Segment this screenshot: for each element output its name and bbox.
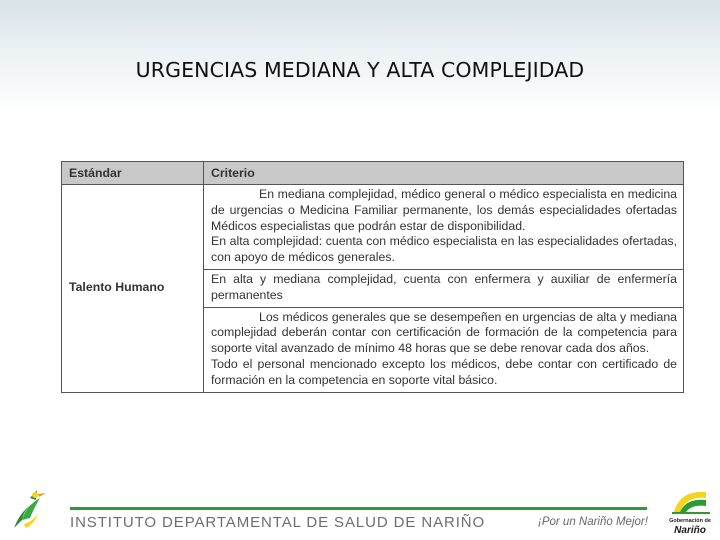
- column-header-criterio: Criterio: [204, 162, 684, 185]
- table-header-row: [62, 162, 684, 185]
- standards-table: [61, 161, 684, 393]
- column-header-estandar: Estándar: [62, 162, 204, 185]
- gobernacion-logo-icon: [666, 482, 714, 538]
- header-band: [0, 0, 720, 112]
- criterio-text: Los médicos generales que se desempeñen en urgencias de alta y mediana complejidad deberán contar con certificación de formación de la competencia para soporte vital avanzado de mínimo 48 horas que se debe renovar cada dos años.: [211, 309, 677, 356]
- institution-name: INSTITUTO DEPARTAMENTAL DE SALUD DE NARIÑO: [70, 514, 486, 531]
- page-title: URGENCIAS MEDIANA Y ALTA COMPLEJIDAD: [135, 58, 585, 82]
- criterio-text: En alta complejidad: cuenta con médico especialista en las especialidades ofertadas, con apoyo de médicos generales.: [211, 234, 677, 265]
- criterio-cell: [204, 307, 684, 392]
- table-row: [62, 185, 684, 270]
- estandar-cell: Talento Humano: [62, 185, 204, 393]
- criterio-text: En mediana complejidad, médico general o médico especialista en medicina de urgencias o Medicina Familiar permanente, los demás especialidades ofertadas Médicos especialistas que podrán estar de disponibilidad.: [211, 187, 677, 233]
- bird-logo-icon: [10, 484, 50, 534]
- criterio-cell: [204, 185, 684, 270]
- slogan: ¡Por un Nariño Mejor!: [538, 516, 648, 528]
- logo-text: Gobernación de: [669, 518, 711, 524]
- criterio-text: Todo el personal mencionado excepto los médicos, debe contar con certificado de formación en la competencia en soporte vital básico.: [211, 356, 677, 387]
- criterio-cell: [204, 269, 684, 307]
- footer-divider: [70, 507, 647, 510]
- criterio-text: En alta y mediana complejidad, cuenta con enfermera y auxiliar de enfermería permanentes: [211, 271, 677, 302]
- logo-text: Nariño: [674, 525, 706, 536]
